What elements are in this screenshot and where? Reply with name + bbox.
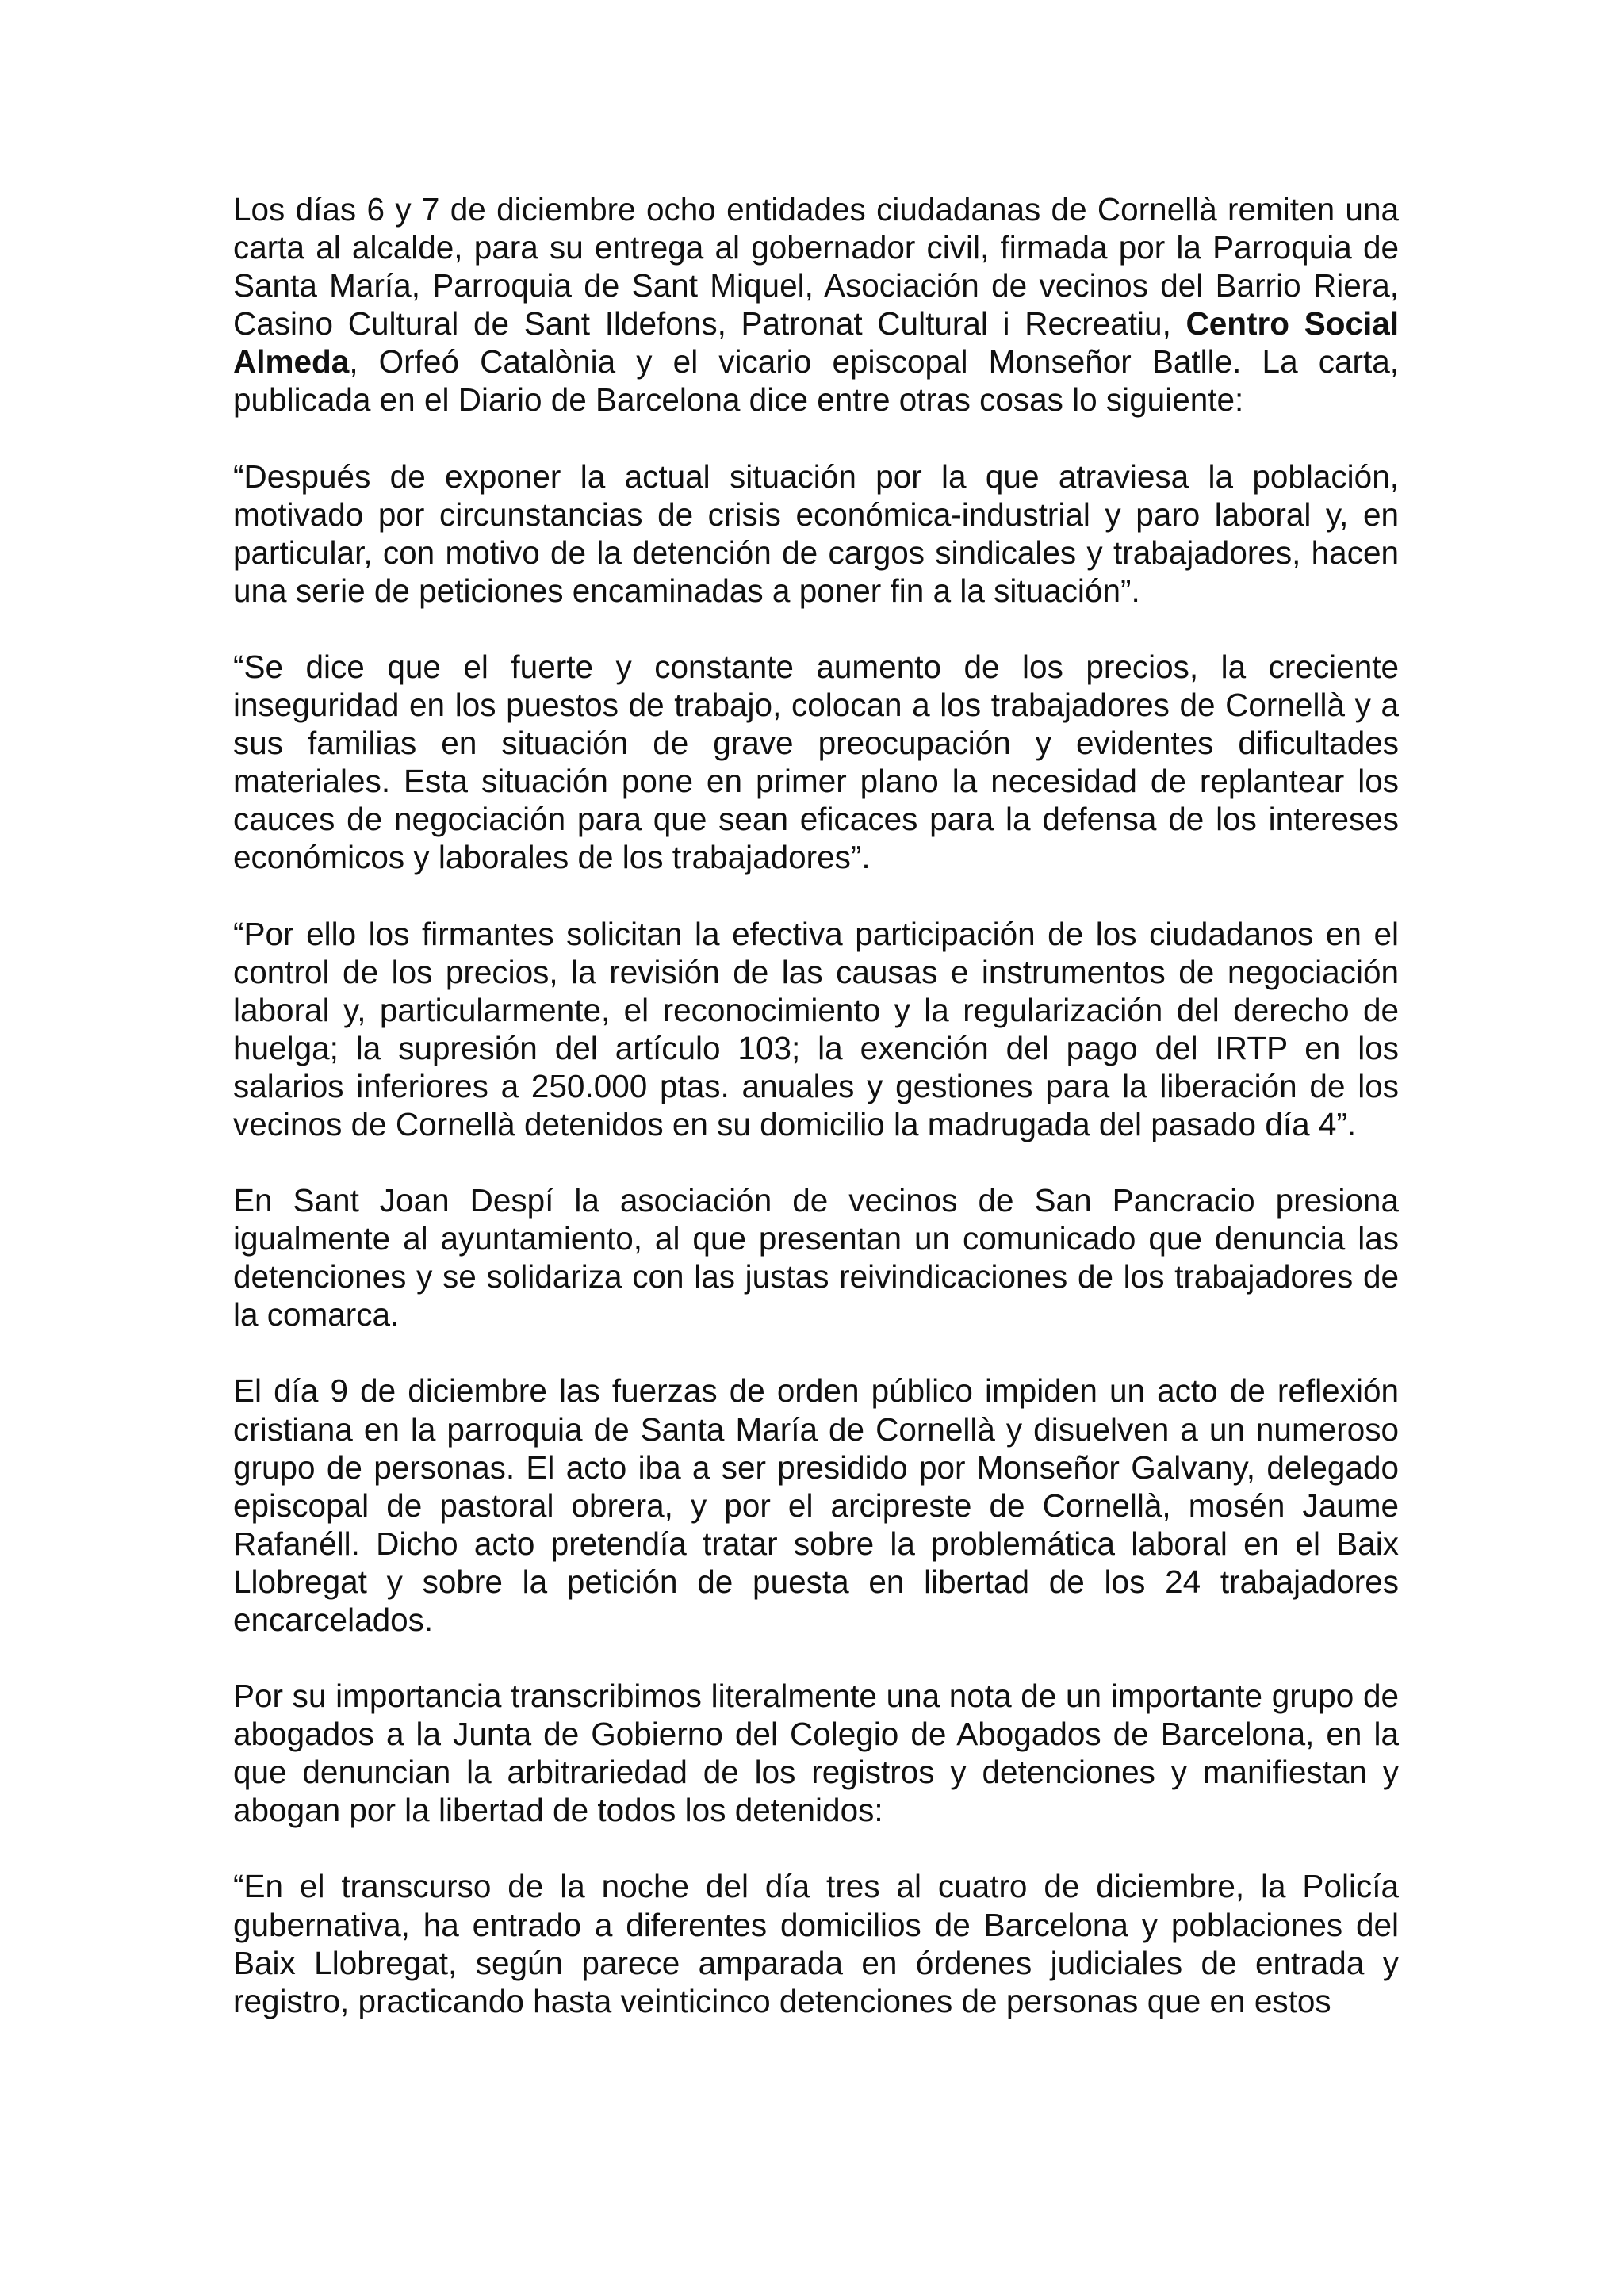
paragraph-8: “En el transcurso de la noche del día tres al cuatro de diciembre, la Policía gubernativa, ha entrado a diferentes domicilios de Barcelona y poblaciones del Baix Llobregat, según parece amparada en órdenes judiciales de entrada y registro, practicando hasta veinticinco detenciones de personas que en estos <box>233 1868 1399 2019</box>
paragraph-1-text-after: , Orfeó Catalònia y el vicario episcopal Monseñor Batlle. La carta, publicada en el Diario de Barcelona dice entre otras cosas lo siguiente: <box>233 343 1399 419</box>
paragraph-3: “Se dice que el fuerte y constante aumento de los precios, la creciente inseguridad en los puestos de trabajo, colocan a los trabajadores de Cornellà y a sus familias en situación de grave preocupación y evidentes dificultades materiales. Esta situación pone en primer plano la necesidad de replantear los cauces de negociación para que sean eficaces para la defensa de los intereses económicos y laborales de los trabajadores”. <box>233 648 1399 876</box>
paragraph-1 <box>233 190 1399 419</box>
paragraph-1-bold-text: Centro Social Almeda <box>233 305 1400 381</box>
paragraph-5: En Sant Joan Despí la asociación de vecinos de San Pancracio presiona igualmente al ayuntamiento, al que presentan un comunicado que denuncia las detenciones y se solidariza con las justas reivindicaciones de los trabajadores de la comarca. <box>233 1182 1399 1334</box>
paragraph-6: El día 9 de diciembre las fuerzas de orden público impiden un acto de reflexión cristiana en la parroquia de Santa María de Cornellà y disuelven a un numeroso grupo de personas. El acto iba a ser presidido por Monseñor Galvany, delegado episcopal de pastoral obrera, y por el arcipreste de Cornellà, mosén Jaume Rafanéll. Dicho acto pretendía tratar sobre la problemática laboral en el Baix Llobregat y sobre la petición de puesta en libertad de los 24 trabajadores encarcelados. <box>233 1372 1399 1638</box>
body-text <box>233 190 1399 2020</box>
paragraph-1-text-before: Los días 6 y 7 de diciembre ocho entidades ciudadanas de Cornellà remiten una carta al alcalde, para su entrega al gobernador civil, firmada por la Parroquia de Santa María, Parroquia de Sant Miquel, Asociación de vecinos del Barrio Riera, Casino Cultural de Sant Ildefons, Patronat Cultural i Recreatiu, <box>233 191 1399 342</box>
paragraph-7: Por su importancia transcribimos literalmente una nota de un importante grupo de abogados a la Junta de Gobierno del Colegio de Abogados de Barcelona, en la que denuncian la arbitrariedad de los registros y detenciones y manifiestan y abogan por la libertad de todos los detenidos: <box>233 1678 1399 1829</box>
paragraph-4: “Por ello los firmantes solicitan la efectiva participación de los ciudadanos en el control de los precios, la revisión de las causas e instrumentos de negociación laboral y, particularmente, el reconocimiento y la regularización del derecho de huelga; la supresión del artículo 103; la exención del pago del IRTP en los salarios inferiores a 250.000 ptas. anuales y gestiones para la liberación de los vecinos de Cornellà detenidos en su domicilio la madrugada del pasado día 4”. <box>233 915 1399 1142</box>
paragraph-2: “Después de exponer la actual situación por la que atraviesa la población, motivado por circunstancias de crisis económica-industrial y paro laboral y, en particular, con motivo de la detención de cargos sindicales y trabajadores, hacen una serie de peticiones encaminadas a poner fin a la situación”. <box>233 457 1399 609</box>
